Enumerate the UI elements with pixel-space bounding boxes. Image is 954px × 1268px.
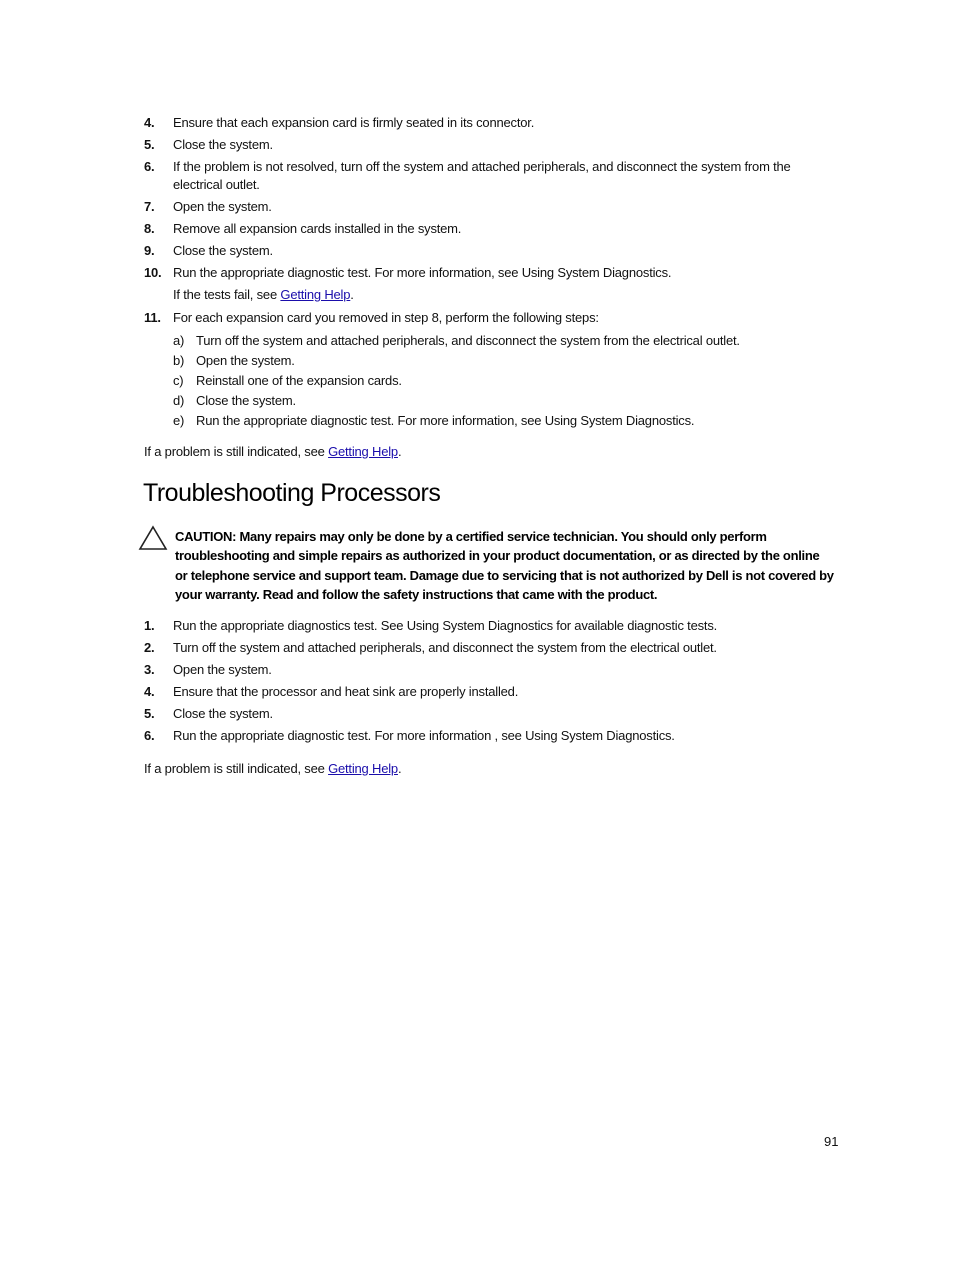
- paragraph-suffix: .: [397, 761, 402, 776]
- still-indicated-paragraph: [144, 443, 401, 461]
- list-item: [144, 639, 834, 661]
- list-item: [144, 114, 834, 136]
- substep-label: e): [173, 413, 185, 428]
- still-indicated-paragraph: [144, 760, 401, 778]
- paragraph-prefix: If a problem is still indicated, see: [144, 761, 329, 776]
- list-item: [144, 158, 834, 198]
- step-text: Turn off the system and attached peripherals, and disconnect the system from the electrical outlet.: [173, 640, 717, 655]
- step-text: Close the system.: [173, 137, 273, 152]
- list-item: [144, 661, 834, 683]
- substep-item: [173, 412, 833, 432]
- note-suffix: .: [350, 287, 354, 302]
- substep-label: a): [173, 333, 185, 348]
- list-item: [144, 617, 834, 639]
- substep-text: Close the system.: [196, 393, 296, 408]
- substep-text: Reinstall one of the expansion cards.: [196, 373, 402, 388]
- list-item: [144, 242, 834, 264]
- substep-item: [173, 372, 833, 392]
- step-number: 8.: [144, 221, 155, 236]
- step-text: Run the appropriate diagnostic test. For more information , see Using System Diagnostics.: [173, 728, 675, 743]
- step-number: 4.: [144, 115, 155, 130]
- paragraph-suffix: .: [397, 444, 402, 459]
- page-number: 91: [824, 1134, 839, 1149]
- step-number: 4.: [144, 684, 155, 699]
- step-text: Close the system.: [173, 243, 273, 258]
- substep-item: [173, 332, 833, 352]
- step-number: 6.: [144, 728, 155, 743]
- step-text: For each expansion card you removed in step 8, perform the following steps:: [173, 310, 599, 325]
- step-text: If the problem is not resolved, turn off the system and attached peripherals, and disconnect the system from the electrical outlet.: [173, 159, 791, 192]
- getting-help-link[interactable]: Getting Help: [328, 444, 398, 459]
- expansion-card-steps: [144, 114, 834, 331]
- getting-help-link[interactable]: Getting Help: [328, 761, 398, 776]
- note-prefix: If the tests fail, see: [173, 287, 281, 302]
- list-item: [144, 264, 834, 286]
- list-item: [144, 198, 834, 220]
- step-text: Open the system.: [173, 662, 272, 677]
- step-number: 9.: [144, 243, 155, 258]
- getting-help-link[interactable]: Getting Help: [280, 287, 351, 302]
- list-item: [144, 683, 834, 705]
- step-number: 11.: [144, 310, 161, 325]
- step-text: Close the system.: [173, 706, 273, 721]
- substep-label: b): [173, 353, 185, 368]
- list-item: [144, 727, 834, 749]
- step-number: 3.: [144, 662, 155, 677]
- expansion-card-substeps: [173, 332, 833, 432]
- step-text: Remove all expansion cards installed in the system.: [173, 221, 462, 236]
- step-text: Run the appropriate diagnostics test. See Using System Diagnostics for available diagnostic tests.: [173, 618, 718, 633]
- substep-label: c): [173, 373, 184, 388]
- substep-label: d): [173, 393, 185, 408]
- substep-text: Run the appropriate diagnostic test. For more information, see Using System Diagnostics.: [196, 413, 695, 428]
- substep-text: Open the system.: [196, 353, 295, 368]
- step-number: 1.: [144, 618, 155, 633]
- substep-item: [173, 352, 833, 372]
- step-number: 6.: [144, 159, 155, 174]
- step-number: 7.: [144, 199, 155, 214]
- step-number: 2.: [144, 640, 155, 655]
- list-item: [144, 705, 834, 727]
- list-item: [144, 220, 834, 242]
- step-number: 10.: [144, 265, 162, 280]
- step-text: Ensure that each expansion card is firmly seated in its connector.: [173, 115, 535, 130]
- step-text: Open the system.: [173, 199, 272, 214]
- list-item: [144, 136, 834, 158]
- step-text: Ensure that the processor and heat sink are properly installed.: [173, 684, 519, 699]
- substep-item: [173, 392, 833, 412]
- warning-triangle-icon: [138, 525, 168, 551]
- substep-text: Turn off the system and attached peripherals, and disconnect the system from the electrical outlet.: [196, 333, 740, 348]
- step-number: 5.: [144, 137, 155, 152]
- paragraph-prefix: If a problem is still indicated, see: [144, 444, 329, 459]
- step-note: [144, 286, 834, 309]
- section-title: Troubleshooting Processors: [143, 479, 441, 507]
- processor-steps: [144, 617, 834, 749]
- step-number: 5.: [144, 706, 155, 721]
- list-item: [144, 309, 834, 331]
- step-text: Run the appropriate diagnostic test. For more information, see Using System Diagnostics.: [173, 265, 672, 280]
- caution-notice: CAUTION: Many repairs may only be done by a certified service technician. You should only perform troubleshooting and simple repairs as authorized in your product documentation, or as directed by the online or telephone service and support team. Damage due to servicing that is not authorized by Dell is not covered by your warranty. Read and follow the safety instructions that came with the product.: [175, 529, 834, 602]
